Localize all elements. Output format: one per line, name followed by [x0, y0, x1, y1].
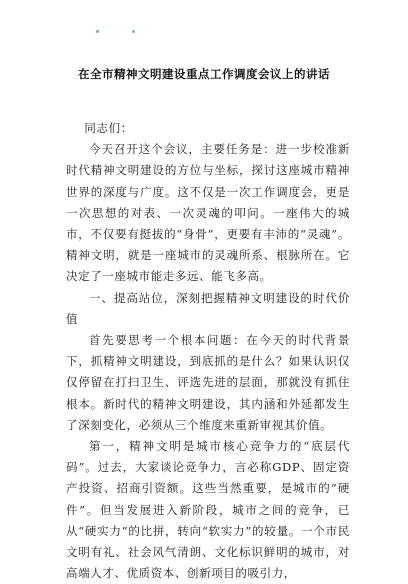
header-dot: [132, 30, 135, 33]
paragraph-intro: 今天召开这个会议，主要任务是：进一步校准新时代精神文明建设的方位与坐标，探讨这座城市精神世界的深度与广度。这不仅是一次工作调度会，更是一次思想的对表、一次灵魂的叩问。一座伟大的城市，不仅要有挺拔的“身骨”，更要有丰沛的“灵魂”。精神文明，就是一座城市的灵魂所系、根脉所在。它决定了一座城市能走多远、能飞多高。: [66, 142, 350, 284]
document-body: [66, 118, 350, 584]
document-title: 在全市精神文明建设重点工作调度会议上的讲话: [78, 67, 330, 81]
section-heading-1: 一、提高站位，深刻把握精神文明建设的时代价值: [66, 290, 350, 326]
paragraph-question: 首先要思考一个根本问题：在今天的时代背景下，抓精神文明建设，到底抓的是什么？如果认识仅仅停留在打扫卫生、评选先进的层面，那就没有抓住根本。新时代的精神文明建设，其内涵和外延都发生了深刻变化，必须从三个维度来重新审视其价值。: [66, 333, 350, 432]
salutation: 同志们：: [84, 121, 133, 135]
header-marks: [96, 30, 146, 36]
header-dot: [96, 30, 99, 33]
paragraph-first-point: 第一，精神文明是城市核心竞争力的“底层代码”。过去，大家谈论竞争力，言必称GDP、固定资产投资、招商引资额。这些当然重要，是城市的“硬件”。但当发展进入新阶段，城市之间的竞争，已从“硬实力”的比拼，转向“软实力”的较量。一个市民文明有礼、社会风气清朗、文化标识鲜明的城市，对高端人才、优质资本、创新项目的吸引力，: [66, 439, 350, 581]
